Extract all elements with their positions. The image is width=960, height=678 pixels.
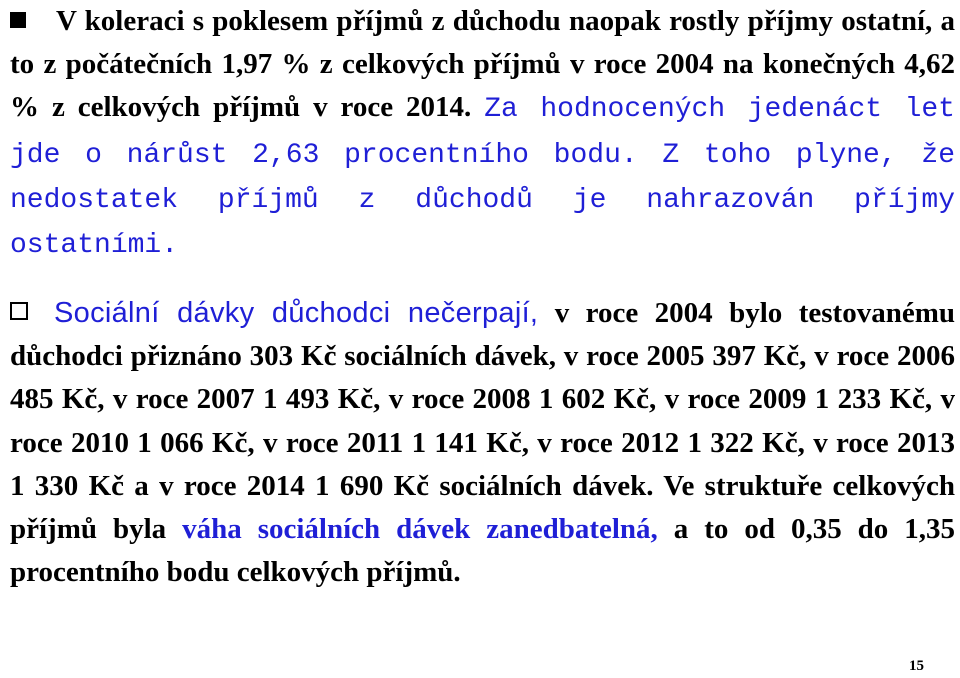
highlighted-text-run: váha sociálních dávek zanedbatelná,: [182, 513, 658, 546]
square-bullet-icon: [10, 302, 28, 320]
text-run: a to od 0,35 do 1,35 procentního bodu celkových příjmů.: [10, 513, 955, 589]
paragraph-social-benefits: [10, 292, 955, 594]
highlighted-text-run: Za hodnocených jedenáct let jde o nárůst 2,63 procentního bodu. Z toho plyne, že nedostatek příjmů z důchodů je nahrazován příjmy ostatními.: [10, 94, 955, 262]
highlighted-text-run: Sociální dávky důchodci nečerpají,: [54, 297, 539, 329]
text-run: V koleraci s poklesem příjmů z důchodu naopak rostly příjmy ostatní, a to z počátečních 1,97 % z celkových příjmů v roce 2004 na konečných 4,62 % z celkových příjmů v roce 2014.: [10, 5, 955, 124]
square-bullet-icon: [10, 12, 26, 28]
page-number: 15: [909, 658, 924, 674]
text-run: v roce 2004 bylo testovanému důchodci přiznáno 303 Kč sociálních dávek, v roce 2005 397 Kč, v roce 2006 485 Kč, v roce 2007 1 493 Kč, v roce 2008 1 602 Kč, v roce 2009 1 233 Kč, v roce 2010 1 066 Kč, v roce 2011 1 141 Kč, v roce 2012 1 322 Kč, v roce 2013 1 330 Kč a v roce 2014 1 690 Kč sociálních dávek. Ve struktuře celkových příjmů byla: [10, 297, 955, 546]
paragraph-income-trend: [10, 0, 955, 267]
